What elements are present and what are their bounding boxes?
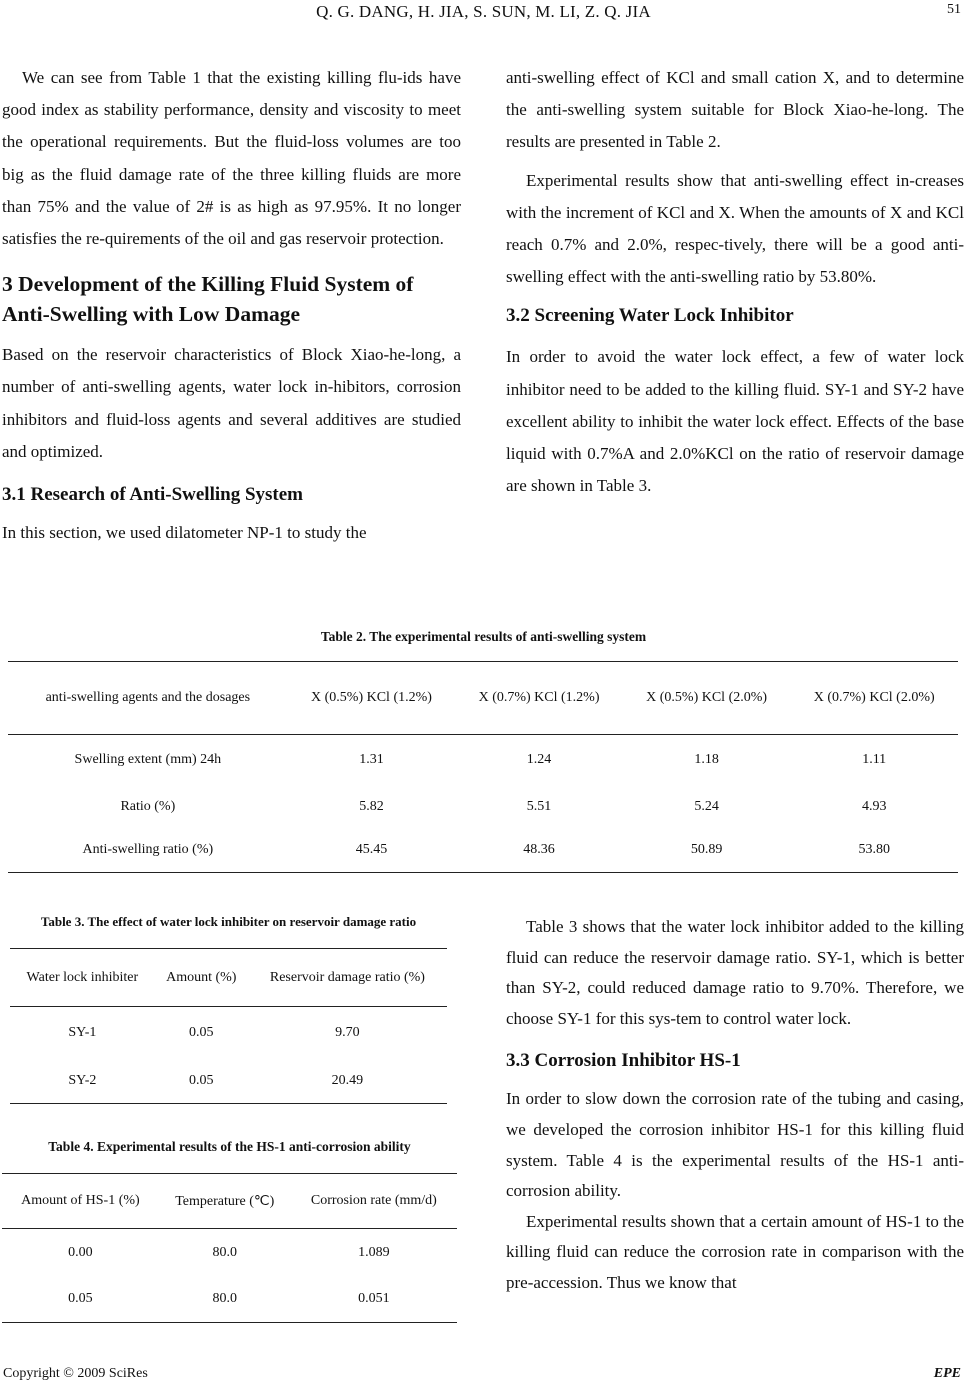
table-row	[8, 735, 958, 785]
table4	[2, 1173, 457, 1323]
table-cell: 0.05	[68, 1291, 93, 1307]
table3-caption: Table 3. The effect of water lock inhibiter on reservoir damage ratio	[40, 914, 417, 929]
table-cell: 53.80	[858, 842, 890, 858]
table-cell: 0.05	[189, 1072, 214, 1088]
right-column	[506, 62, 964, 502]
paragraph: Experimental results shown that a certain amount of HS-1 to the killing fluid can reduce the corrosion rate in comparison with the pre-accession. Thus we know that	[506, 1211, 964, 1292]
table-header-cell: Amount of HS-1 (%)	[21, 1193, 140, 1208]
table-cell: 1.089	[358, 1244, 390, 1260]
paragraph: Table 3 shows that the water lock inhibitor added to the killing fluid can reduce the reservoir damage ratio. SY-1, which is better than SY-2, could reduced damage ratio to 9.70%. Therefore, we choose SY-1 for this sys-tem to control water lock.	[506, 917, 964, 1028]
table2-caption: Table 2. The experimental results of anti-swelling system	[320, 629, 647, 644]
table-cell: 9.70	[335, 1024, 360, 1040]
paragraph: In this section, we used dilatometer NP-1 to study the	[2, 523, 367, 543]
table-cell: 4.93	[861, 798, 887, 814]
journal-name: EPE	[933, 1366, 961, 1381]
table-row	[2, 1229, 457, 1277]
paragraph: We can see from Table 1 that the existing killing flu-ids have good index as stability performance, density and viscosity to meet the operational requirements. But the fluid-loss volumes are too big as the fluid damage rate of the three killing fluids are more than 75% and the value of 2# is as high as 97.95%. It no longer satisfies the re-quirements of the oil and gas reservoir protection.	[2, 68, 461, 249]
table-cell: 5.51	[526, 798, 552, 814]
table2	[8, 661, 958, 873]
table-cell: 50.89	[690, 842, 723, 858]
table-row	[10, 1059, 447, 1104]
table-cell: 1.18	[694, 751, 719, 767]
table-cell: 0.051	[358, 1291, 390, 1307]
table-cell: Swelling extent (mm) 24h	[74, 751, 222, 767]
table-header-row	[2, 1174, 457, 1229]
table-header-cell: X (0.5%) KCl (2.0%)	[646, 690, 768, 705]
table-header-cell: X (0.7%) KCl (2.0%)	[813, 690, 935, 705]
running-head	[0, 2, 967, 24]
paragraph: Based on the reservoir characteristics of Block Xiao-he-long, a number of anti-swelling agents, water lock in-hibitors, corrosion inhibitors and fluid-loss agents and several additives are studied and optimized.	[2, 345, 461, 461]
table-cell: 1.31	[359, 751, 384, 767]
table-cell: 45.45	[355, 842, 388, 858]
page-footer	[0, 1366, 967, 1386]
paragraph: In order to avoid the water lock effect, a few of water lock inhibitor need to be added to the killing fluid. SY-1 and SY-2 have excellent ability to inhibit the water lock effect. Effects of the base liquid with 0.7%A and 2.0%KCl on the ratio of reservoir damage are shown in Table 3.	[506, 347, 964, 496]
right-column-lower	[506, 912, 964, 1299]
table-cell: SY-2	[68, 1072, 97, 1088]
table-header-cell: Water lock inhibiter	[26, 969, 139, 985]
table-cell: 5.82	[359, 798, 384, 814]
table-cell: 48.36	[523, 842, 555, 858]
author-line: Q. G. DANG, H. JIA, S. SUN, M. LI, Z. Q. JIA	[316, 2, 651, 21]
table-row	[8, 785, 958, 829]
table4-caption: Table 4. Experimental results of the HS-1 anti-corrosion ability	[48, 1139, 411, 1154]
table-header-cell: Reservoir damage ratio (%)	[269, 969, 425, 985]
table-cell: 20.49	[331, 1072, 364, 1088]
table-cell: SY-1	[68, 1024, 97, 1040]
table-cell: 1.24	[526, 751, 552, 767]
paragraph: Experimental results show that anti-swelling effect in-creases with the increment of KCl and X. When the amounts of X and KCl reach 0.7% and 2.0%, respec-tively, there will be a good anti-swelling effect with the anti-swelling ratio by 53.80%.	[506, 170, 964, 287]
table-row	[8, 829, 958, 873]
table-row	[10, 1007, 447, 1059]
table-header-cell: Amount (%)	[166, 969, 237, 985]
page-number: 51	[947, 2, 961, 17]
table-header-cell: anti-swelling agents and the dosages	[45, 690, 251, 705]
table-cell: 0.00	[68, 1244, 93, 1260]
table-cell: 5.24	[694, 798, 719, 814]
left-column	[2, 62, 461, 549]
subsection-heading: 3.3 Corrosion Inhibitor HS-1	[506, 1050, 741, 1072]
table-header-cell: X (0.7%) KCl (1.2%)	[478, 690, 600, 705]
section-heading: 3 Development of the Killing Fluid System of Anti-Swelling with Low Damage	[2, 272, 414, 327]
table-cell: 80.0	[212, 1244, 238, 1260]
table-cell: Anti-swelling ratio (%)	[82, 842, 214, 858]
table-header-cell: X (0.5%) KCl (1.2%)	[311, 690, 432, 705]
table-cell: 0.05	[189, 1024, 214, 1040]
table-row	[2, 1277, 457, 1323]
table-header-row	[10, 949, 447, 1007]
table-cell: Ratio (%)	[120, 798, 176, 814]
subsection-heading: 3.1 Research of Anti-Swelling System	[2, 484, 303, 506]
table-header-cell: Corrosion rate (mm/d)	[310, 1193, 437, 1208]
paragraph: anti-swelling effect of KCl and small cation X, and to determine the anti-swelling system suitable for Block Xiao-he-long. The results are presented in Table 2.	[506, 68, 964, 152]
subsection-heading: 3.2 Screening Water Lock Inhibitor	[506, 305, 794, 327]
table-header-row	[8, 662, 958, 735]
table-header-cell: Temperature (℃)	[175, 1193, 275, 1209]
paragraph: In order to slow down the corrosion rate of the tubing and casing, we developed the corrosion inhibitor HS-1 for this killing fluid system. Table 4 is the experimental results of the HS-1 anti-corrosion ability.	[506, 1089, 964, 1201]
table3	[10, 948, 447, 1104]
table-cell: 1.11	[862, 751, 887, 767]
copyright-notice: Copyright © 2009 SciRes	[3, 1366, 148, 1381]
table-cell: 80.0	[212, 1291, 238, 1307]
